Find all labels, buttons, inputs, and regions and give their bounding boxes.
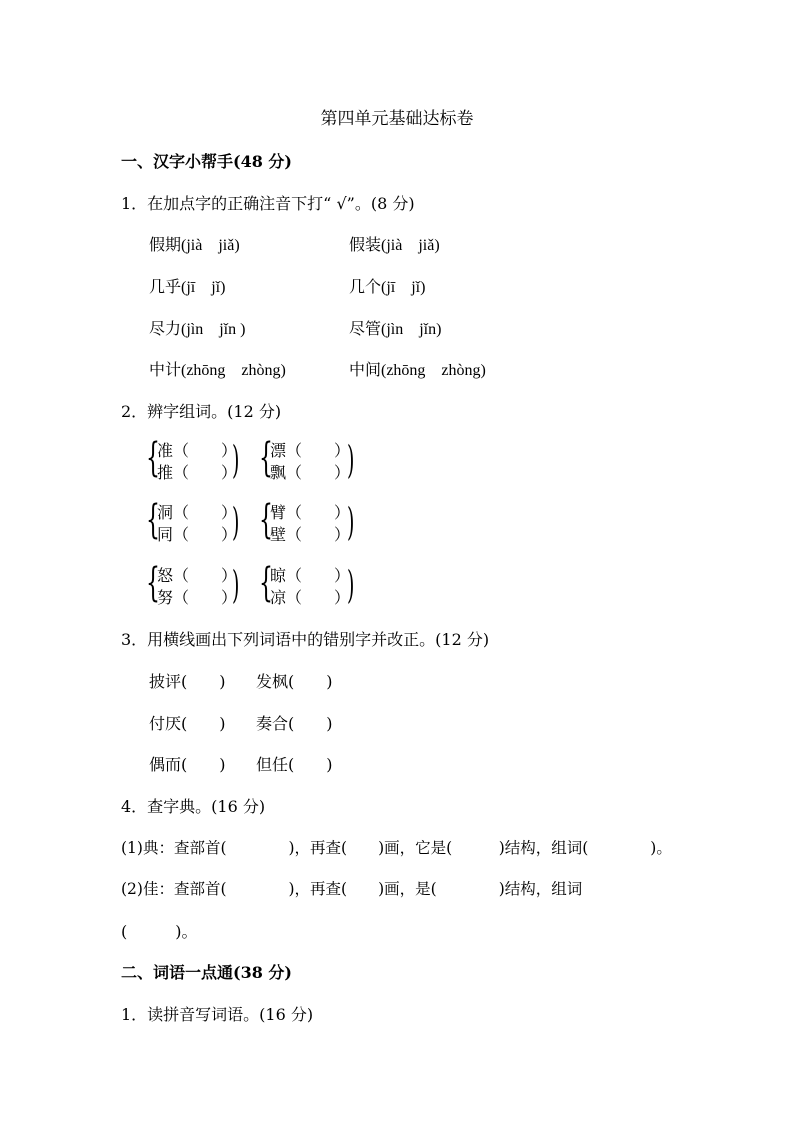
q2-char-a: 晾（ ） bbox=[270, 566, 351, 585]
page-title: 第四单元基础达标卷 bbox=[320, 109, 474, 129]
q3-item: 奏合( ) bbox=[256, 714, 333, 733]
q1-item: 中间(zhōng zhòng) bbox=[349, 362, 486, 379]
q3-item: 披评( ) bbox=[149, 672, 226, 691]
q2-char-b: 壁（ ） bbox=[270, 525, 351, 544]
q3-item: 发枫( ) bbox=[256, 672, 333, 691]
q4-line-1: (1)典：查部首( )，再查( )画，它是( )结构，组词( )。 bbox=[121, 839, 672, 857]
q1-item: 中计(zhōng zhòng) bbox=[149, 362, 286, 379]
q4-line-2: (2)佳：查部首( )，再查( )画，是( )结构，组词 bbox=[121, 880, 583, 898]
q1-prompt: 1．在加点字的正确注音下打“ √”。(8 分) bbox=[121, 194, 415, 213]
q2-char-a: 漂（ ） bbox=[270, 441, 351, 460]
right-paren-icon: ) bbox=[232, 438, 240, 482]
q3-prompt: 3．用横线画出下列词语中的错别字并改正。(12 分) bbox=[121, 630, 490, 649]
q2-char-b: 努（ ） bbox=[157, 588, 238, 607]
q2-char-a: 臂（ ） bbox=[270, 503, 351, 522]
right-paren-icon: ) bbox=[232, 563, 240, 607]
left-brace-icon: { bbox=[259, 497, 273, 543]
q2-char-a: 洞（ ） bbox=[157, 503, 238, 522]
right-paren-icon: ) bbox=[347, 438, 355, 482]
q1-item: 几个(jī jǐ) bbox=[349, 279, 426, 296]
left-brace-icon: { bbox=[259, 435, 273, 481]
q1-item: 假期(jià jiǎ) bbox=[149, 237, 240, 254]
q2-char-b: 推（ ） bbox=[157, 463, 238, 482]
left-brace-icon: { bbox=[146, 435, 160, 481]
q2-char-b: 凉（ ） bbox=[270, 588, 351, 607]
q1-item: 尽力(jìn jǐn ) bbox=[149, 321, 246, 338]
left-brace-icon: { bbox=[259, 560, 273, 606]
q1-item: 几乎(jī jǐ) bbox=[149, 279, 226, 296]
q4-line-3: ( )。 bbox=[121, 922, 198, 941]
section-1-heading: 一、汉字小帮手(48 分) bbox=[121, 152, 292, 171]
q3-item: 偶而( ) bbox=[149, 755, 226, 774]
q1-item: 尽管(jìn jǐn) bbox=[349, 321, 442, 338]
q1-item: 假装(jià jiǎ) bbox=[349, 237, 440, 254]
right-paren-icon: ) bbox=[347, 563, 355, 607]
s2-q1-prompt: 1．读拼音写词语。(16 分) bbox=[121, 1005, 314, 1024]
q2-prompt: 2．辨字组词。(12 分) bbox=[121, 402, 282, 421]
right-paren-icon: ) bbox=[232, 500, 240, 544]
q2-char-a: 准（ ） bbox=[157, 441, 238, 460]
q3-item: 但任( ) bbox=[256, 755, 333, 774]
left-brace-icon: { bbox=[146, 497, 160, 543]
q4-prompt: 4．查字典。(16 分) bbox=[121, 797, 266, 816]
q2-char-b: 飘（ ） bbox=[270, 463, 351, 482]
left-brace-icon: { bbox=[146, 560, 160, 606]
section-2-heading: 二、词语一点通(38 分) bbox=[121, 963, 292, 982]
q2-char-a: 怒（ ） bbox=[157, 566, 238, 585]
q3-item: 付厌( ) bbox=[149, 714, 226, 733]
right-paren-icon: ) bbox=[347, 500, 355, 544]
q2-char-b: 同（ ） bbox=[157, 525, 238, 544]
